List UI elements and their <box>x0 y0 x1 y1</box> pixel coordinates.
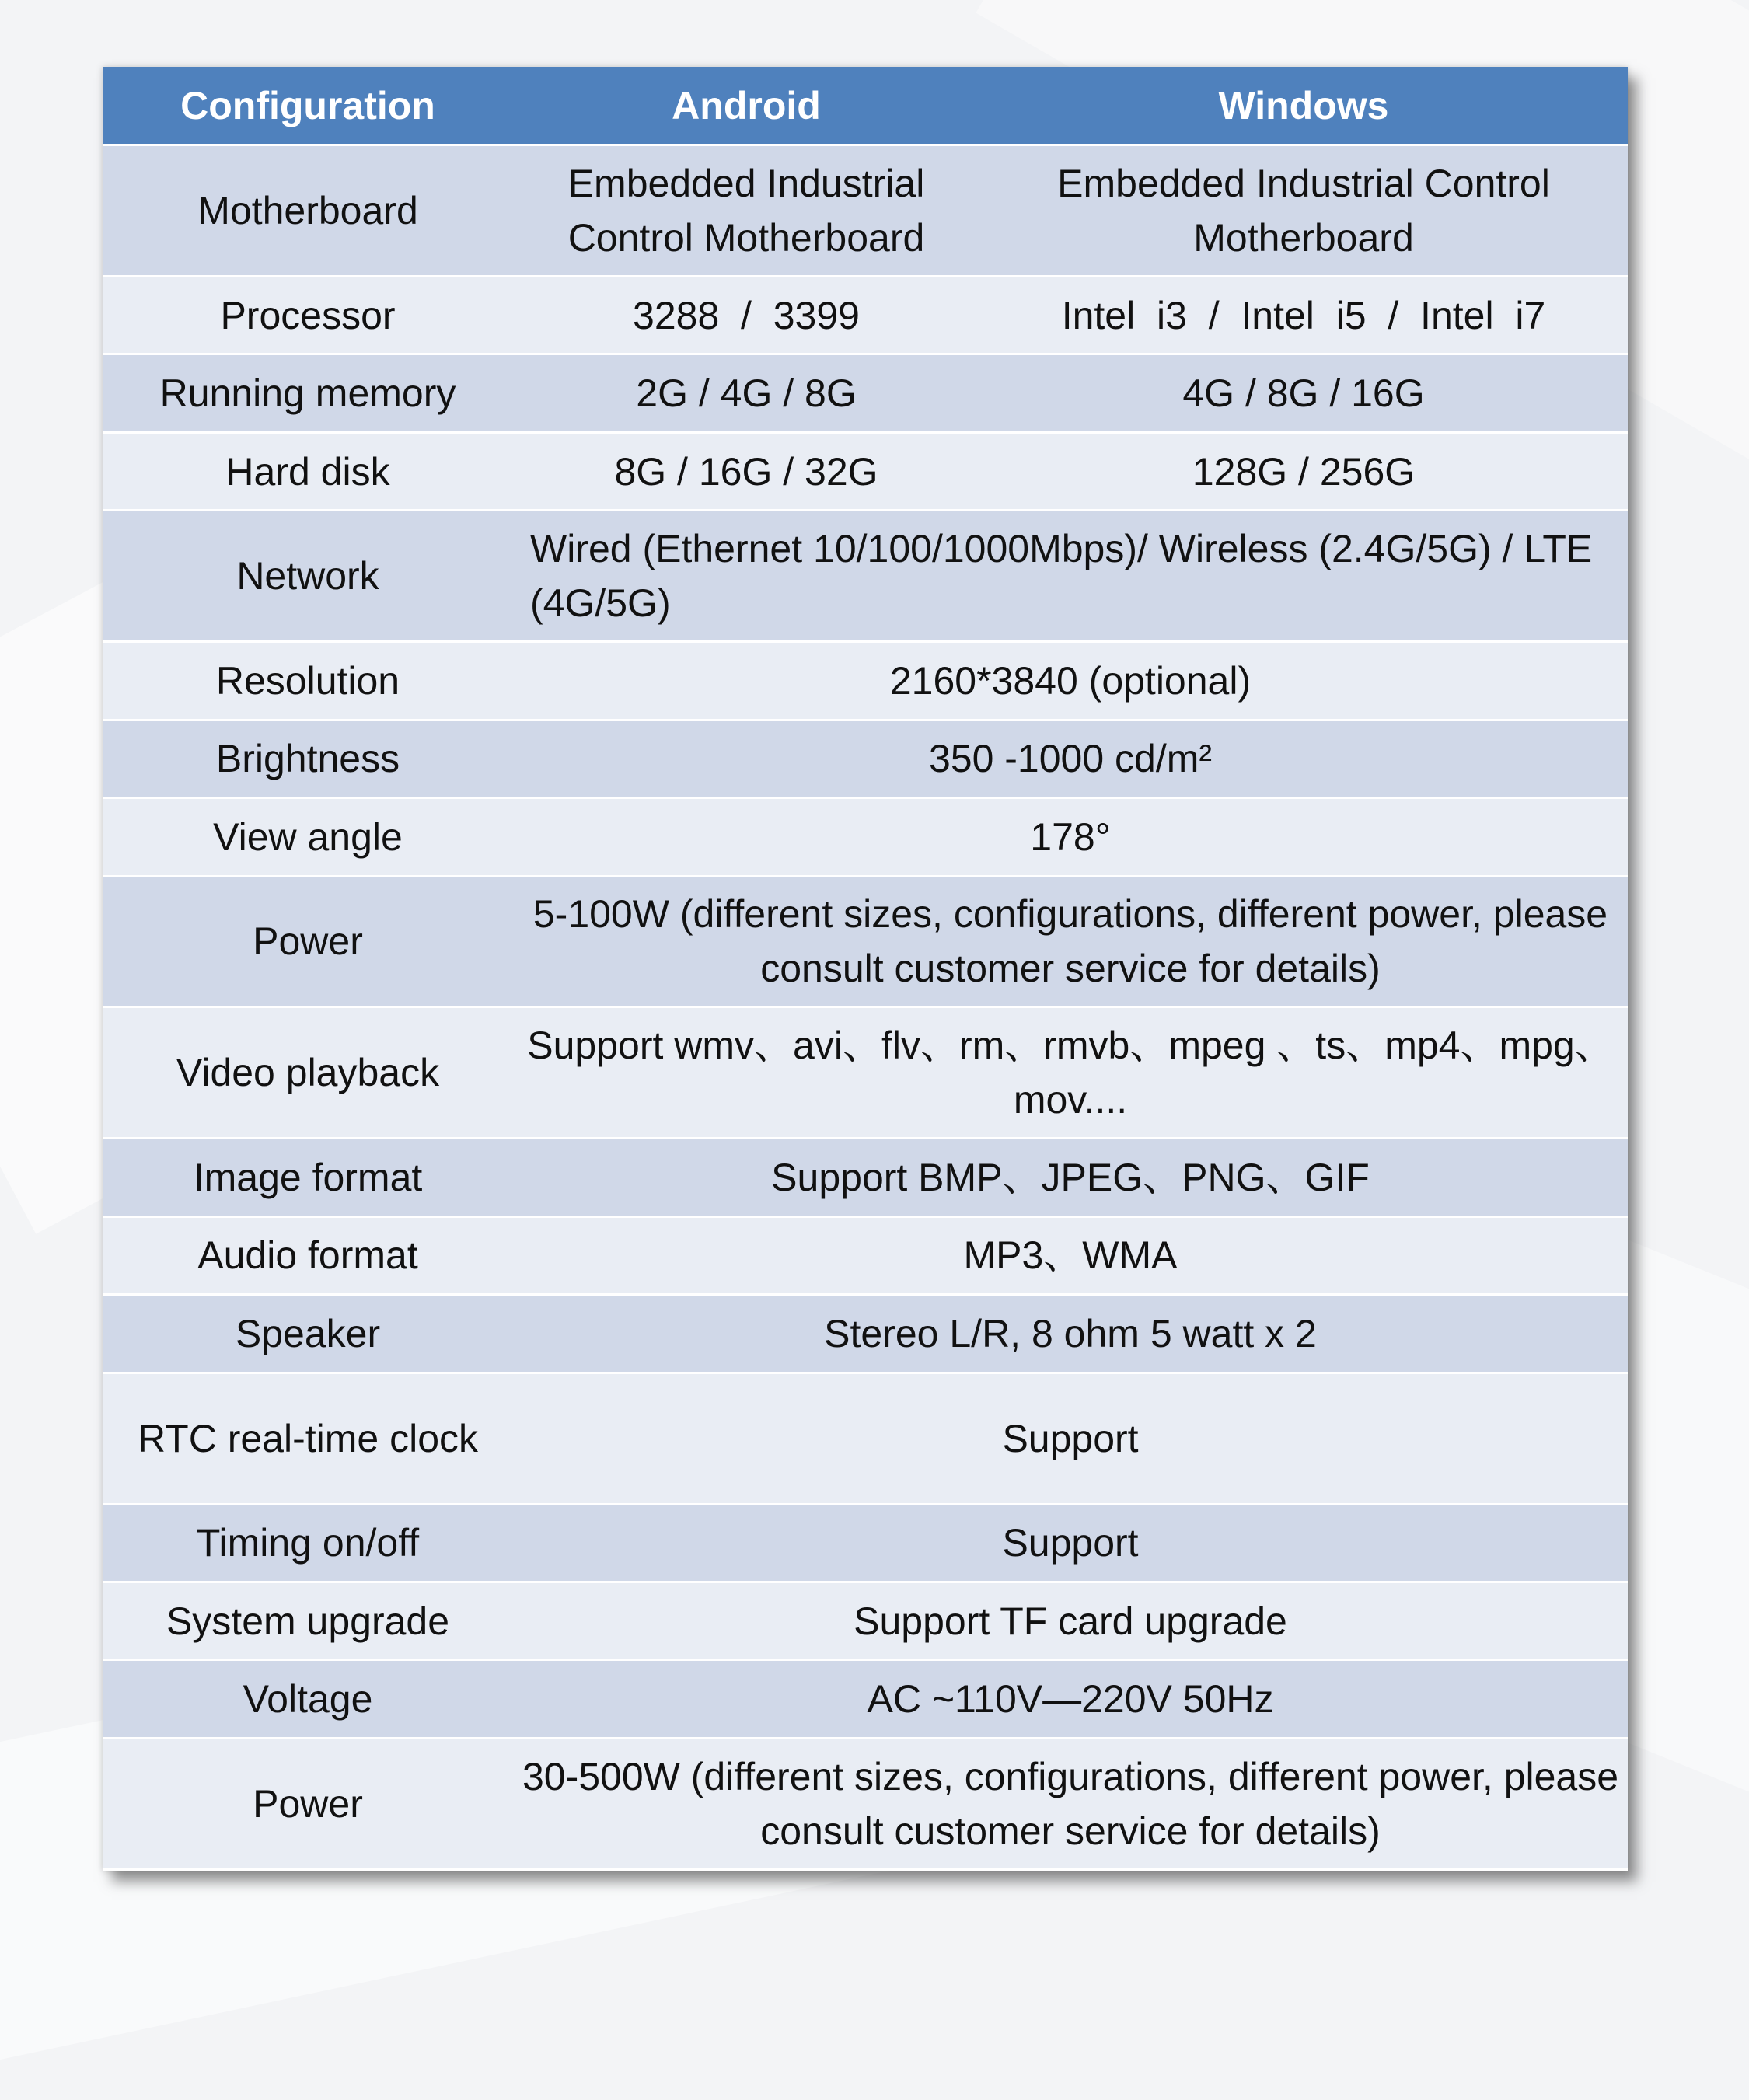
spec-table-container <box>103 67 1628 1871</box>
row-label: Resolution <box>103 642 513 720</box>
table-row <box>103 354 1628 432</box>
row-value: Support BMP、JPEG、PNG、GIF <box>513 1139 1628 1216</box>
table-row <box>103 720 1628 797</box>
table-row <box>103 276 1628 354</box>
table-row <box>103 145 1628 277</box>
table-row <box>103 1582 1628 1659</box>
table-row <box>103 1139 1628 1216</box>
row-value: 2160*3840 (optional) <box>513 642 1628 720</box>
header-configuration: Configuration <box>103 67 513 145</box>
table-row <box>103 642 1628 720</box>
row-label: Power <box>103 876 513 1007</box>
android-value: 2G / 4G / 8G <box>513 354 979 432</box>
header-android: Android <box>513 67 979 145</box>
row-label: View angle <box>103 798 513 876</box>
table-row <box>103 798 1628 876</box>
windows-value: Intel i3 / Intel i5 / Intel i7 <box>979 276 1628 354</box>
row-value: Support TF card upgrade <box>513 1582 1628 1659</box>
android-value: Embedded Industrial Control Motherboard <box>513 145 979 277</box>
table-row <box>103 1738 1628 1869</box>
table-row <box>103 1216 1628 1294</box>
row-value: Support wmv、avi、flv、rm、rmvb、mpeg 、ts、mp4、mpg、mov.... <box>513 1007 1628 1139</box>
row-value: MP3、WMA <box>513 1216 1628 1294</box>
row-label: Motherboard <box>103 145 513 277</box>
row-label: Brightness <box>103 720 513 797</box>
row-label: Processor <box>103 276 513 354</box>
table-row <box>103 511 1628 642</box>
row-label: Running memory <box>103 354 513 432</box>
row-value: Wired (Ethernet 10/100/1000Mbps)/ Wireless (2.4G/5G) / LTE (4G/5G) <box>513 511 1628 642</box>
table-row <box>103 1295 1628 1373</box>
row-value: AC ~110V—220V 50Hz <box>513 1660 1628 1738</box>
table-row <box>103 1660 1628 1738</box>
table-row <box>103 1373 1628 1504</box>
table-header-row <box>103 67 1628 145</box>
windows-value: Embedded Industrial Control Motherboard <box>979 145 1628 277</box>
table-row <box>103 432 1628 510</box>
row-value: 5-100W (different sizes, configurations, different power, please consult customer service for details) <box>513 876 1628 1007</box>
row-label: Video playback <box>103 1007 513 1139</box>
row-label: Speaker <box>103 1295 513 1373</box>
row-label: Hard disk <box>103 432 513 510</box>
row-label: Timing on/off <box>103 1504 513 1582</box>
windows-value: 128G / 256G <box>979 432 1628 510</box>
row-label: System upgrade <box>103 1582 513 1659</box>
android-value: 3288 / 3399 <box>513 276 979 354</box>
row-value: 30-500W (different sizes, configurations, different power, please consult customer service for details) <box>513 1738 1628 1869</box>
spec-table <box>103 67 1628 1871</box>
table-row <box>103 1504 1628 1582</box>
row-value: Support <box>513 1373 1628 1504</box>
row-value: 350 -1000 cd/m² <box>513 720 1628 797</box>
row-value: 178° <box>513 798 1628 876</box>
table-row <box>103 876 1628 1007</box>
android-value: 8G / 16G / 32G <box>513 432 979 510</box>
row-label: Audio format <box>103 1216 513 1294</box>
row-label: Power <box>103 1738 513 1869</box>
row-value: Support <box>513 1504 1628 1582</box>
header-windows: Windows <box>979 67 1628 145</box>
row-value: Stereo L/R, 8 ohm 5 watt x 2 <box>513 1295 1628 1373</box>
windows-value: 4G / 8G / 16G <box>979 354 1628 432</box>
table-row <box>103 1007 1628 1139</box>
row-label: Image format <box>103 1139 513 1216</box>
row-label: Network <box>103 511 513 642</box>
row-label: RTC real-time clock <box>103 1373 513 1504</box>
row-label: Voltage <box>103 1660 513 1738</box>
